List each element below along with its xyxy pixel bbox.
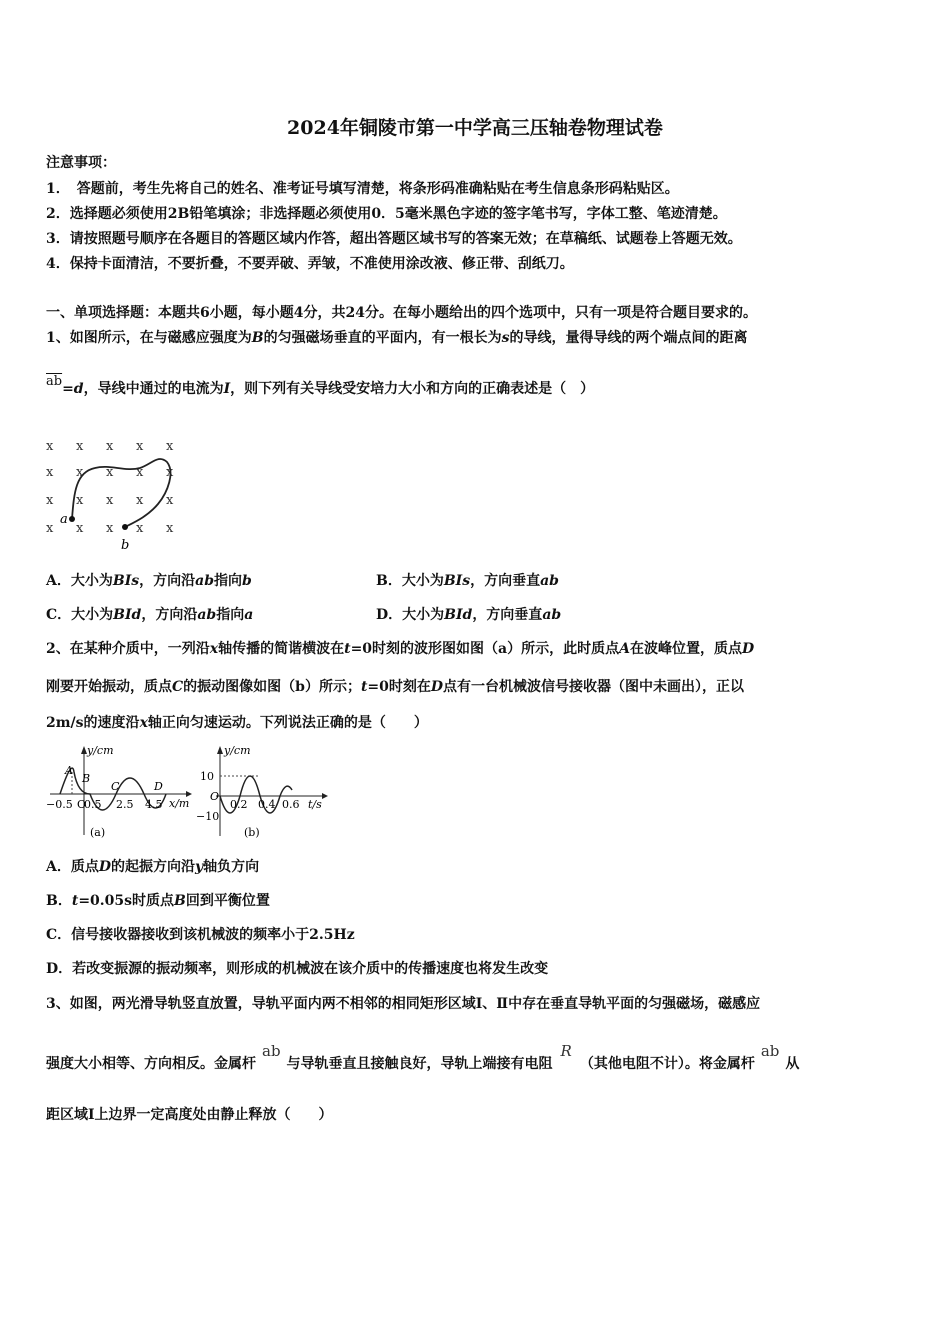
- question-3-text: 3、如图，两光滑导轨竖直放置，导轨平面内两不相邻的相同矩形区域Ⅰ、Ⅱ中存在垂直导轨平面的匀强磁场，磁感应: [46, 996, 761, 1012]
- ytick-label: −10: [196, 810, 220, 823]
- field-cross: x: [106, 465, 114, 480]
- question-3-text-3: 距区域Ⅰ上边界一定高度处由静止释放（ ）: [46, 1107, 333, 1123]
- q1-option-c[interactable]: C．大小为BId，方向沿ab指向a: [46, 607, 254, 623]
- field-cross: x: [136, 521, 144, 536]
- origin-label: O: [77, 798, 87, 811]
- xtick-label: 0.2: [230, 798, 248, 811]
- notice-item: 3．请按照题号顺序在各题目的答题区域内作答，超出答题区域书写的答案无效；在草稿纸、试题卷上答题无效。: [46, 231, 742, 247]
- field-cross: x: [166, 439, 174, 454]
- question-1-text-2: $\overline{ab}=d$，导线中通过的电流为I，则下列有关导线受安培力大小和方向的正确表述是（ ）: [46, 374, 595, 397]
- endpoint-a: [69, 516, 75, 522]
- field-cross: x: [136, 493, 144, 508]
- notice-item: 4．保持卡面清洁，不要折叠，不要弄破、弄皱，不准使用涂改液、修正带、刮纸刀。: [46, 256, 574, 272]
- field-cross: x: [106, 439, 114, 454]
- q1-option-a[interactable]: A．大小为BIs，方向沿ab指向b: [46, 573, 252, 589]
- field-cross: x: [166, 521, 174, 536]
- point-c: C: [111, 780, 120, 793]
- q2-option-a[interactable]: A．质点D的起振方向沿y轴负方向: [46, 859, 260, 875]
- question-3-text-2: 强度大小相等、方向相反。金属杆ab与导轨垂直且接触良好，导轨上端接有电阻R（其他电阻不计）。将金属杆ab从: [46, 1042, 800, 1072]
- origin-label: O: [210, 790, 220, 803]
- endpoint-b: [122, 524, 128, 530]
- axis-ylabel: y/cm: [224, 744, 251, 757]
- notice-item: 1． 答题前，考生先将自己的姓名、准考证号填写清楚，将条形码准确粘贴在考生信息条形码粘贴区。: [46, 181, 679, 197]
- page-title: 2024年铜陵市第一中学高三压轴卷物理试卷: [287, 117, 663, 139]
- q2-option-b[interactable]: B．t=0.05s时质点B回到平衡位置: [46, 893, 270, 909]
- question-2-text-2: 刚要开始振动，质点C的振动图像如图（b）所示；t=0时刻在D点有一台机械波信号接收器（图中未画出），正以: [46, 679, 745, 695]
- axis-xlabel: t/s: [308, 798, 322, 811]
- magnetic-field-figure: [40, 432, 190, 557]
- tick-label: 0.5: [84, 798, 102, 811]
- question-2-text-3: 2m/s的速度沿x轴正向匀速运动。下列说法正确的是（ ）: [46, 715, 428, 731]
- q2-option-d[interactable]: D．若改变振源的振动频率，则形成的机械波在该介质中的传播速度也将发生改变: [46, 961, 549, 977]
- field-cross: x: [166, 493, 174, 508]
- label-b: b: [121, 538, 130, 553]
- vibration-graph-b: [196, 740, 336, 845]
- axis-xlabel: x/m: [169, 797, 190, 810]
- ab-overline: $\overline{ab}$: [46, 374, 63, 389]
- field-cross: x: [46, 439, 54, 454]
- field-cross: x: [106, 493, 114, 508]
- field-cross: x: [46, 465, 54, 480]
- field-cross: x: [136, 439, 144, 454]
- xtick-label: 0.6: [282, 798, 300, 811]
- tick-label: 4.5: [145, 798, 163, 811]
- caption-a: (a): [90, 826, 106, 839]
- point-d: D: [154, 780, 163, 793]
- field-cross: x: [76, 521, 84, 536]
- label-a: a: [60, 512, 68, 527]
- q2-option-c[interactable]: C．信号接收器接收到该机械波的频率小于2.5Hz: [46, 927, 355, 943]
- q1-option-d[interactable]: D．大小为BId，方向垂直ab: [376, 607, 562, 623]
- ytick-label: 10: [200, 770, 214, 783]
- notice-item: 2．选择题必须使用2B铅笔填涂；非选择题必须使用0．5毫米黑色字迹的签字笔书写，字体工整、笔迹清楚。: [46, 206, 727, 222]
- wire-curve: [72, 459, 170, 527]
- field-cross: x: [166, 465, 174, 480]
- field-cross: x: [76, 465, 84, 480]
- field-cross: x: [46, 521, 54, 536]
- caption-b: (b): [244, 826, 260, 839]
- point-a: A: [65, 764, 73, 777]
- notice-heading: 注意事项：: [46, 155, 116, 171]
- field-cross: x: [76, 439, 84, 454]
- question-1-text: 1、如图所示，在与磁感应强度为B的匀强磁场垂直的平面内，有一根长为s的导线，量得导线的两个端点间的距离: [46, 330, 748, 346]
- field-cross: x: [76, 493, 84, 508]
- point-b: B: [82, 772, 91, 785]
- tick-label: 2.5: [116, 798, 134, 811]
- section-heading: 一、单项选择题：本题共6小题，每小题4分，共24分。在每小题给出的四个选项中，只有一项是符合题目要求的。: [46, 305, 757, 321]
- axis-ylabel: y/cm: [87, 744, 114, 757]
- question-2-text: 2、在某种介质中，一列沿x轴传播的简谐横波在t=0时刻的波形图如图（a）所示，此时质点A在波峰位置，质点D: [46, 641, 755, 657]
- wave-graph-a: [44, 740, 194, 845]
- field-cross: x: [136, 465, 144, 480]
- q1-option-b[interactable]: B．大小为BIs，方向垂直ab: [376, 573, 559, 589]
- tick-label: −0.5: [46, 798, 73, 811]
- field-cross: x: [46, 493, 54, 508]
- field-cross: x: [106, 521, 114, 536]
- xtick-label: 0.4: [258, 798, 276, 811]
